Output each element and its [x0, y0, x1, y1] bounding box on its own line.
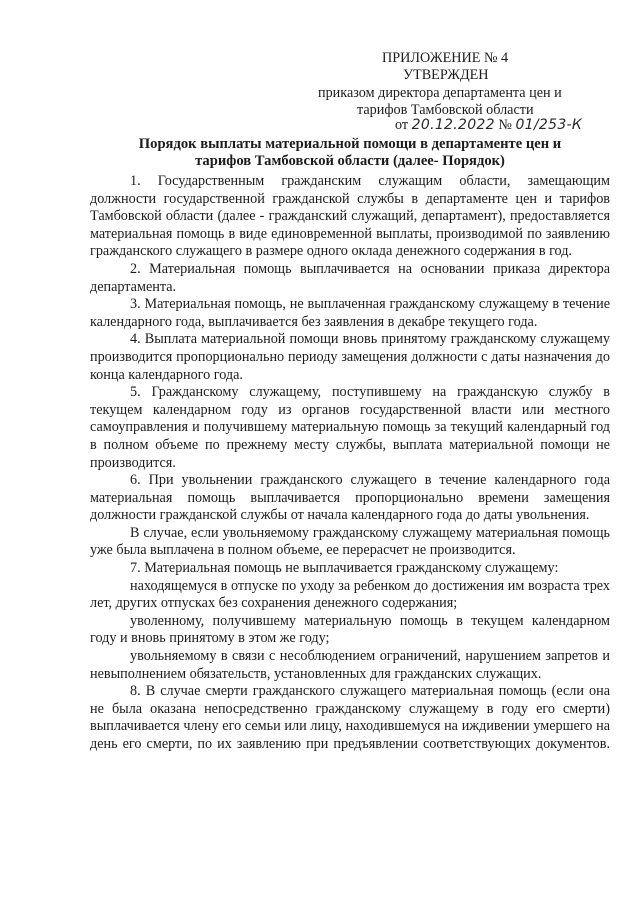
paragraph-6-continuation: В случае, если увольняемому гражданскому служащему материальная помощь уже была выплачена в полном объеме, ее перерасчет не производится. — [90, 524, 610, 559]
number-prefix: № — [498, 117, 512, 133]
from-prefix: от — [395, 117, 409, 133]
paragraph-7-item-3: увольняемому в связи с несоблюдением ограничений, нарушением запретов и невыполнением обязательств, установленных для гражданских служащих. — [90, 648, 610, 682]
handwritten-date: 20.12.2022 — [411, 117, 495, 133]
paragraph-5: 5. Гражданскому служащему, поступившему на гражданскую службу в текущем календарном году из органов государственной власти или местного самоуправления и получившему материальную помощь за текущий календарный год в полном объеме по прежнему месту службы, выплата материальной помощи не производится. — [90, 384, 610, 471]
order-line: приказом директора департамента цен и — [318, 85, 562, 101]
document-title-line-1: Порядок выплаты материальной помощи в департаменте цен и — [138, 136, 562, 152]
document-body — [90, 173, 610, 754]
paragraph-6: 6. При увольнении гражданского служащего в течение календарного года материальная помощь выплачивается пропорционально времени замещения должности гражданской службы от начала календарного года до даты увольнения. — [90, 472, 610, 524]
paragraph-3: 3. Материальная помощь, не выплаченная гражданскому служащему в течение календарного года, выплачивается без заявления в декабре текущего года. — [90, 296, 610, 330]
paragraph-7-item-1: находящемуся в отпуске по уходу за ребенком до достижения им возраста трех лет, других отпусках без сохранения денежного содержания; — [90, 577, 610, 612]
appendix-label: ПРИЛОЖЕНИЕ № 4 — [382, 50, 509, 66]
paragraph-2: 2. Материальная помощь выплачивается на основании приказа директора департамента. — [90, 260, 610, 295]
approved-label: УТВЕРЖДЕН — [403, 67, 489, 83]
paragraph-7: 7. Материальная помощь не выплачивается гражданскому служащему: — [130, 560, 559, 577]
paragraph-4: 4. Выплата материальной помощи вновь принятому гражданскому служащему производится пропорционально периоду замещения должности с даты назначения до конца календарного года. — [90, 331, 610, 383]
organization-line: тарифов Тамбовской области — [357, 102, 534, 118]
paragraph-8: 8. В случае смерти гражданского служащего материальная помощь (если она не была оказана непосредственно гражданскому служащему в году его смерти) выплачивается члену его семьи или лицу, находившемуся на иждивении умершего на день его смерти, по их заявлению при предъявлении соответствующих документов. — [90, 683, 610, 752]
document-title-line-2: тарифов Тамбовской области (далее- Порядок) — [195, 153, 505, 169]
handwritten-number: 01/253-К — [515, 117, 583, 133]
paragraph-1: 1. Государственным гражданским служащим области, замещающим должности государственной гражданской службы в департаменте цен и тарифов Тамбовской области (далее - гражданский служащий, департамент), предоставляется материальная помощь в виде единовременной выплаты, производимой по заявлению гражданского служащего в размере одного оклада денежного содержания в год. — [90, 173, 610, 260]
date-number-line — [395, 117, 582, 134]
paragraph-7-item-2: уволенному, получившему материальную помощь в текущем календарном году и вновь принятому в этом же году; — [90, 612, 610, 647]
